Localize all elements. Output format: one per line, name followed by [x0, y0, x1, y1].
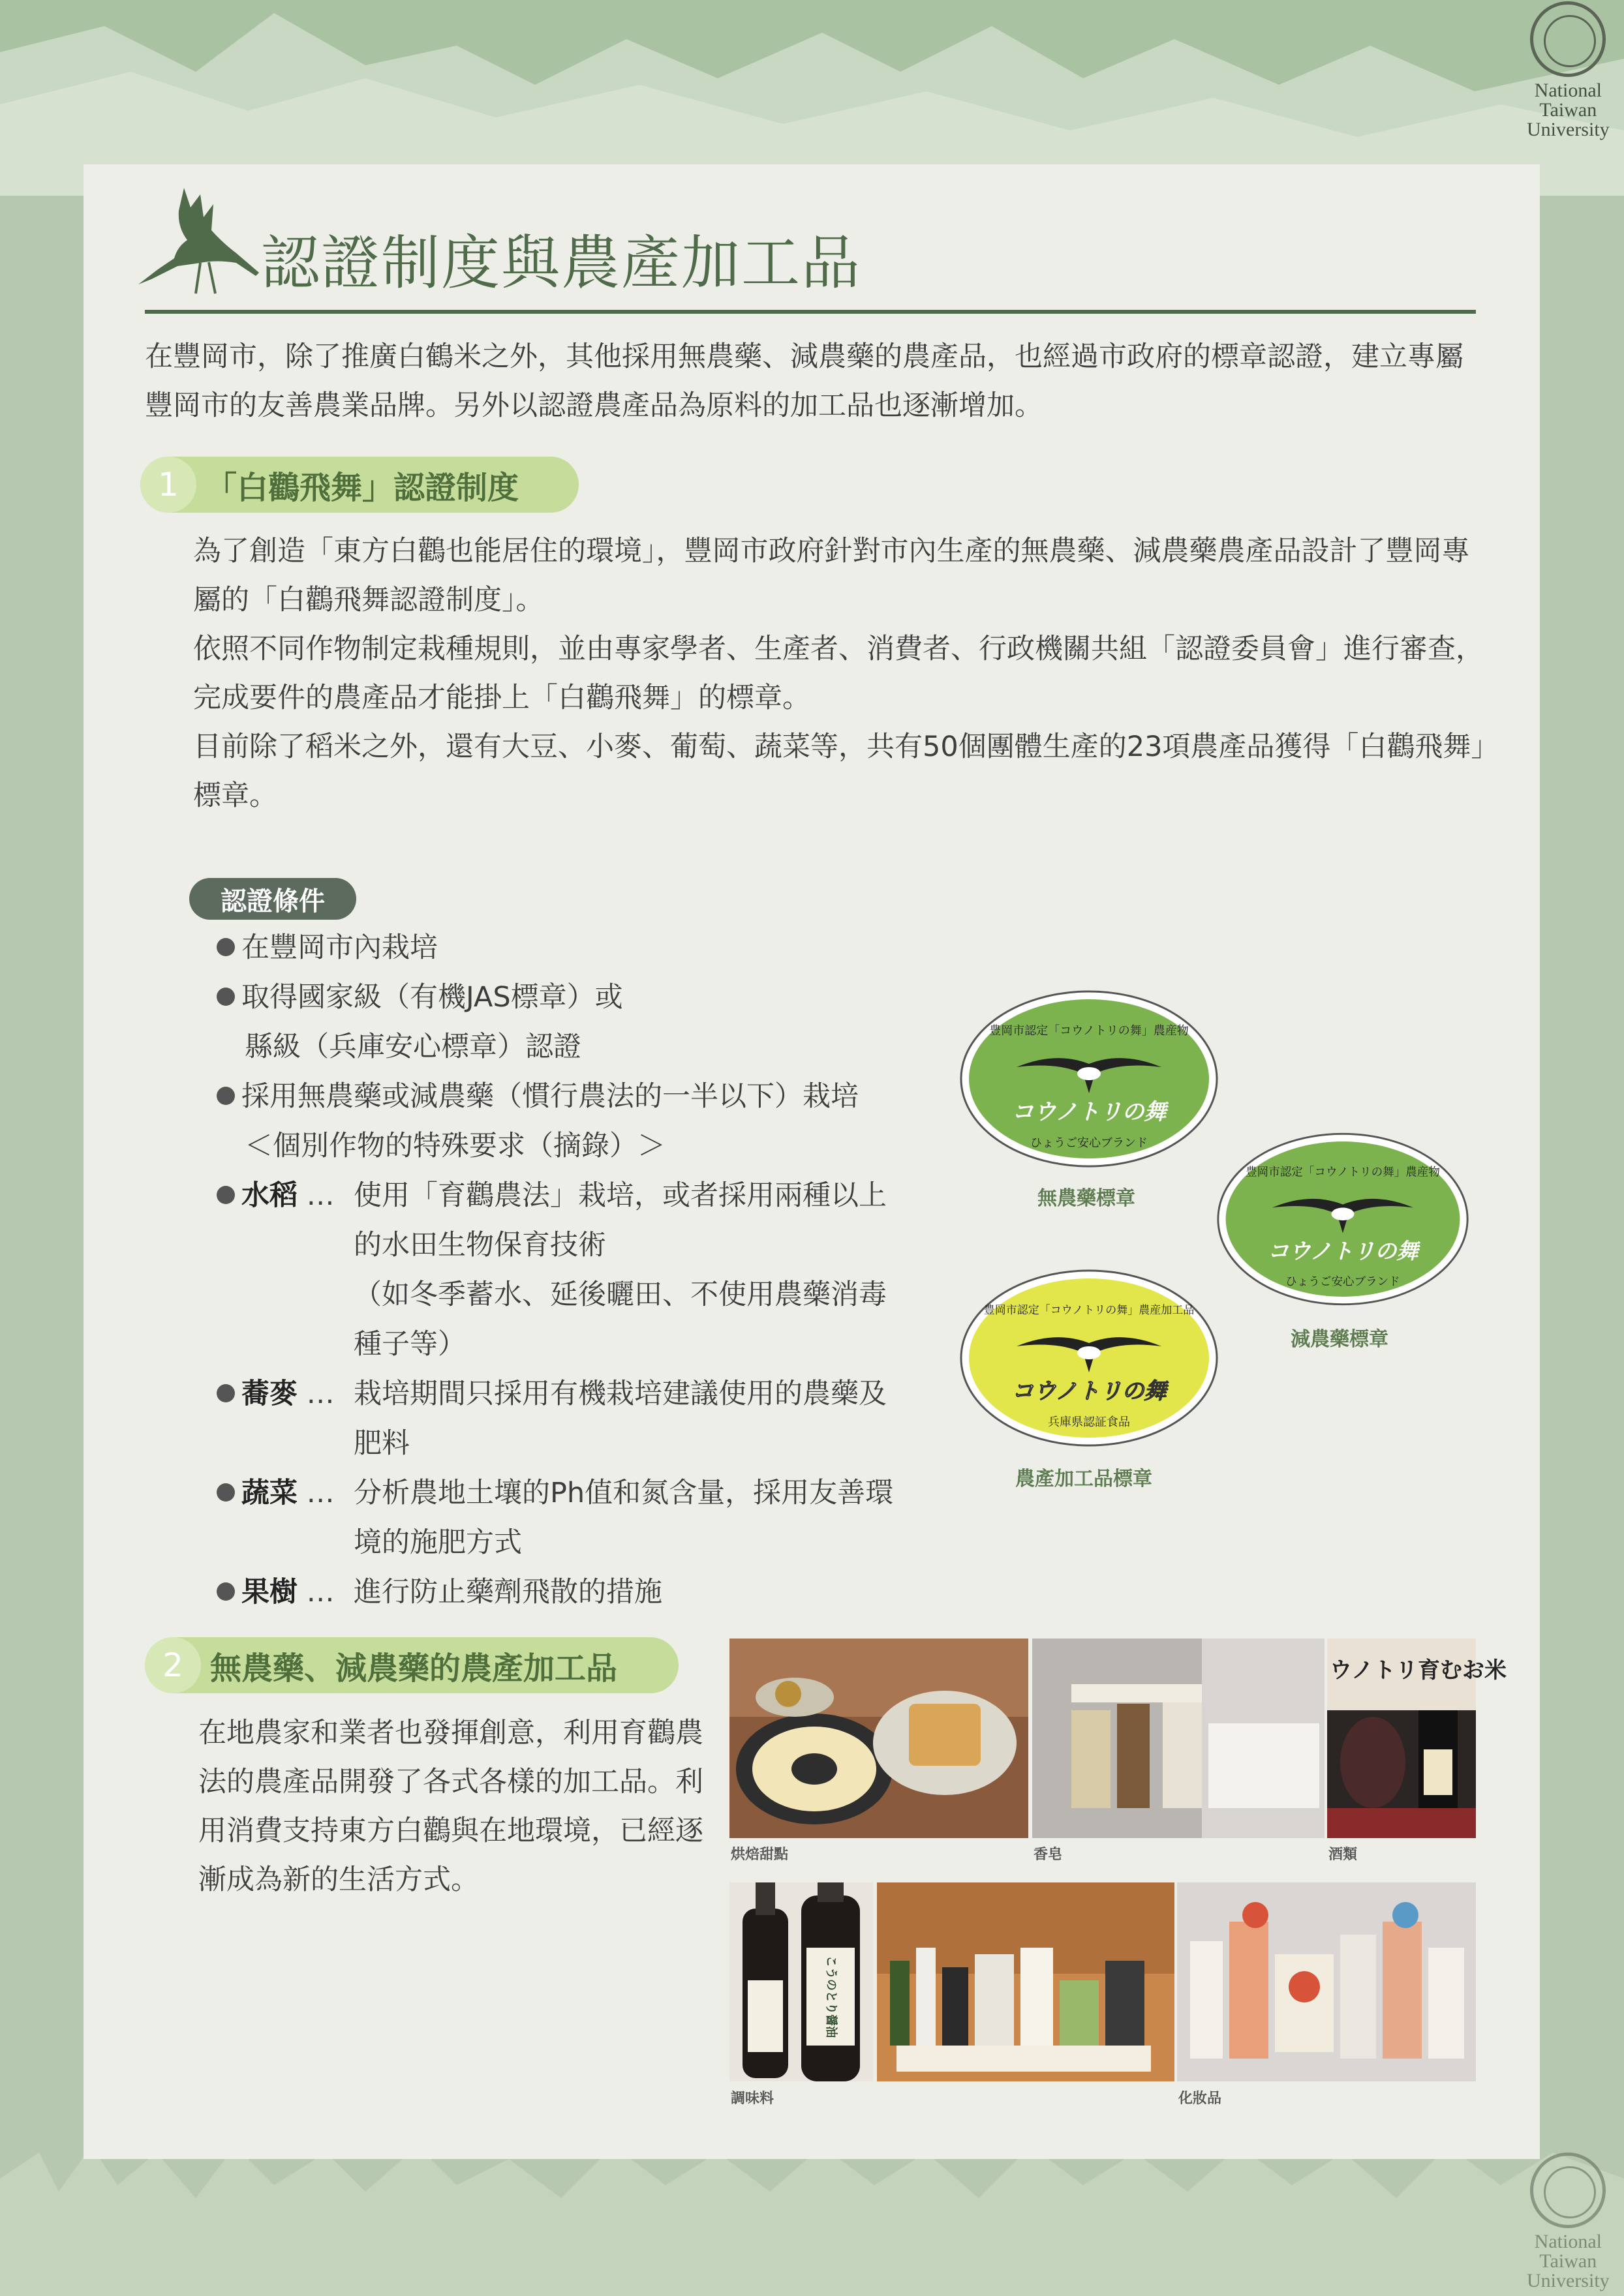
soap-caption: 香皂: [1034, 1847, 1063, 1863]
baked-goods-photo: [729, 1639, 1028, 1838]
title-underline: [145, 310, 1476, 314]
section1-paragraph-2: 依照不同作物制定栽種規則，並由專家學者、生產者、消費者、行政機關共組「認證委員會」進行審查，完成要件的農產品才能掛上「白鸛飛舞」的標章。: [193, 633, 1484, 714]
assorted-products-photo: [877, 1882, 1174, 2081]
cosmetics-photo: [1177, 1882, 1476, 2081]
crop-vegetable-label: 蔬菜: [241, 1477, 298, 1509]
crop-rice-label: 水稻: [241, 1179, 298, 1212]
rice-line-2: 的水田生物保育技術: [354, 1229, 606, 1261]
ellipsis: …: [306, 1477, 335, 1509]
stork-silhouette-icon: [138, 181, 262, 294]
condition-2a-text: 取得國家級（有機JAS標章）或: [241, 981, 623, 1014]
bullet-icon: [217, 988, 235, 1006]
section1-paragraph-3: 目前除了稻米之外，還有大豆、小麥、葡萄、蔬菜等，共有50個團體生產的23項農產品獲得「白鸛飛舞」標章。: [193, 731, 1485, 812]
university-logo-watermark: [1527, 2152, 1610, 2291]
page-title: 認證制度與農產加工品: [261, 229, 861, 297]
wheat-line-2: 肥料: [354, 1427, 410, 1460]
crop-wheat-label: 蕎麥: [241, 1378, 298, 1410]
badge-bottom-text: ひょうご安心ブランド: [1030, 1136, 1148, 1150]
rice-line-1: 使用「育鸛農法」栽培，或者採用兩種以上: [354, 1179, 887, 1212]
seasoning-caption: 調味料: [731, 2091, 774, 2107]
bullet-icon: [217, 938, 235, 956]
sake-caption: 酒類: [1328, 1847, 1358, 1863]
bullet-icon: [217, 1384, 235, 1402]
crop-wheat-row: [217, 1369, 335, 1419]
university-watermark-line2: Taiwan: [1539, 2250, 1597, 2272]
reduced-pesticide-caption: 減農藥標章: [1291, 1328, 1388, 1351]
rice-line-3: （如冬季蓄水、延後曬田、不使用農藥消毒: [354, 1278, 887, 1311]
wheat-line-1: 栽培期間只採用有機栽培建議使用的農藥及: [354, 1378, 887, 1410]
section2-number: 2: [145, 1637, 201, 1693]
processed-product-caption: 農產加工品標章: [1015, 1468, 1152, 1490]
bullet-icon: [217, 1186, 235, 1204]
university-seal-icon: [1530, 1, 1606, 77]
university-name-line2: Taiwan: [1539, 99, 1597, 121]
section1-number: 1: [140, 457, 196, 513]
cosmetics-caption: 化妝品: [1178, 2091, 1222, 2107]
badge-top-text: 豊岡市認定「コウノトリの舞」農産物: [989, 1024, 1189, 1038]
veg-line-1: 分析農地土壤的Ph值和氮含量，採用友善環: [354, 1477, 894, 1509]
rice-line-4: 種子等）: [354, 1328, 466, 1361]
badge-top-text: 豊岡市認定「コウノトリの舞」農産物: [1246, 1166, 1440, 1179]
condition-item: [217, 923, 438, 973]
ellipsis: …: [306, 1576, 335, 1609]
university-watermark-line1: National: [1534, 2231, 1602, 2252]
no-pesticide-badge: [958, 989, 1220, 1169]
condition-2b-text: 縣級（兵庫安心標章）認證: [245, 1031, 581, 1063]
badge-top-text: 豊岡市認定「コウノトリの舞」農産加工品: [983, 1304, 1195, 1317]
ellipsis: …: [306, 1378, 335, 1410]
university-name-line1: National: [1534, 80, 1602, 101]
veg-line-2: 境的施肥方式: [354, 1526, 522, 1559]
section2-heading: [145, 1637, 679, 1693]
section1-body: [193, 527, 1485, 821]
section1-title: 「白鸛飛舞」認證制度: [206, 469, 519, 506]
no-pesticide-caption: 無農藥標章: [1037, 1187, 1135, 1210]
processed-product-badge: [958, 1268, 1220, 1448]
section2-body: 在地農家和業者也發揮創意，利用育鸛農法的農產品開發了各式各樣的加工品。利用消費支持東方白鸛與在地環境，已經逐漸成為新的生活方式。: [198, 1717, 703, 1896]
university-logo: [1527, 1, 1610, 140]
seasoning-photo: [729, 1882, 873, 2081]
condition-item: [217, 1072, 859, 1121]
section1-heading: [140, 457, 579, 513]
ellipsis: …: [306, 1179, 335, 1212]
bullet-icon: [217, 1087, 235, 1105]
university-watermark-line3: University: [1527, 2270, 1610, 2291]
sake-label-text: ウノトリ育むお米: [1330, 1657, 1507, 1684]
university-seal-watermark-icon: [1530, 2152, 1606, 2228]
crop-rice-row: [217, 1171, 335, 1220]
soap-photo: [1032, 1639, 1325, 1838]
condition-item: [217, 973, 623, 1022]
badge-brand-text: コウノトリの舞: [1011, 1099, 1167, 1125]
bullet-icon: [217, 1483, 235, 1502]
crop-fruit-row: [217, 1567, 335, 1617]
intro-paragraph: 在豐岡市，除了推廣白鶴米之外，其他採用無農藥、減農藥的農產品，也經過市政府的標章認證，建立專屬豐岡市的友善農業品牌。另外以認證農產品為原料的加工品也逐漸增加。: [145, 340, 1463, 422]
badge-brand-text: コウノトリの舞: [1267, 1238, 1418, 1264]
bullet-icon: [217, 1582, 235, 1601]
section2-title: 無農藥、減農藥的農產加工品: [210, 1650, 618, 1687]
university-name-line3: University: [1527, 119, 1610, 140]
condition-3b-text: ＜個別作物的特殊要求（摘錄）＞: [245, 1130, 666, 1162]
condition-3a-text: 採用無農藥或減農藥（慣行農法的一半以下）栽培: [241, 1080, 859, 1113]
crop-fruit-label: 果樹: [241, 1576, 298, 1609]
badge-brand-text: コウノトリの舞: [1011, 1378, 1167, 1404]
reduced-pesticide-badge: [1215, 1131, 1471, 1307]
badge-bottom-text: 兵庫県認証食品: [1048, 1415, 1130, 1429]
sake-photo: [1327, 1639, 1507, 1838]
section1-paragraph-1: 為了創造「東方白鸛也能居住的環境」，豐岡市政府針對市內生產的無農藥、減農藥農產品設計了豐岡專屬的「白鸛飛舞認證制度」。: [193, 535, 1470, 616]
soy-label-text: こうのとり醤油: [824, 1956, 838, 2038]
badge-bottom-text: ひょうご安心ブランド: [1285, 1275, 1400, 1289]
crop-vegetable-row: [217, 1468, 335, 1518]
fruit-line-1: 進行防止藥劑飛散的措施: [354, 1576, 662, 1609]
baked-goods-caption: 烘焙甜點: [731, 1847, 789, 1863]
conditions-label: 認證條件: [189, 878, 356, 920]
condition-1-text: 在豐岡市內栽培: [241, 931, 438, 964]
